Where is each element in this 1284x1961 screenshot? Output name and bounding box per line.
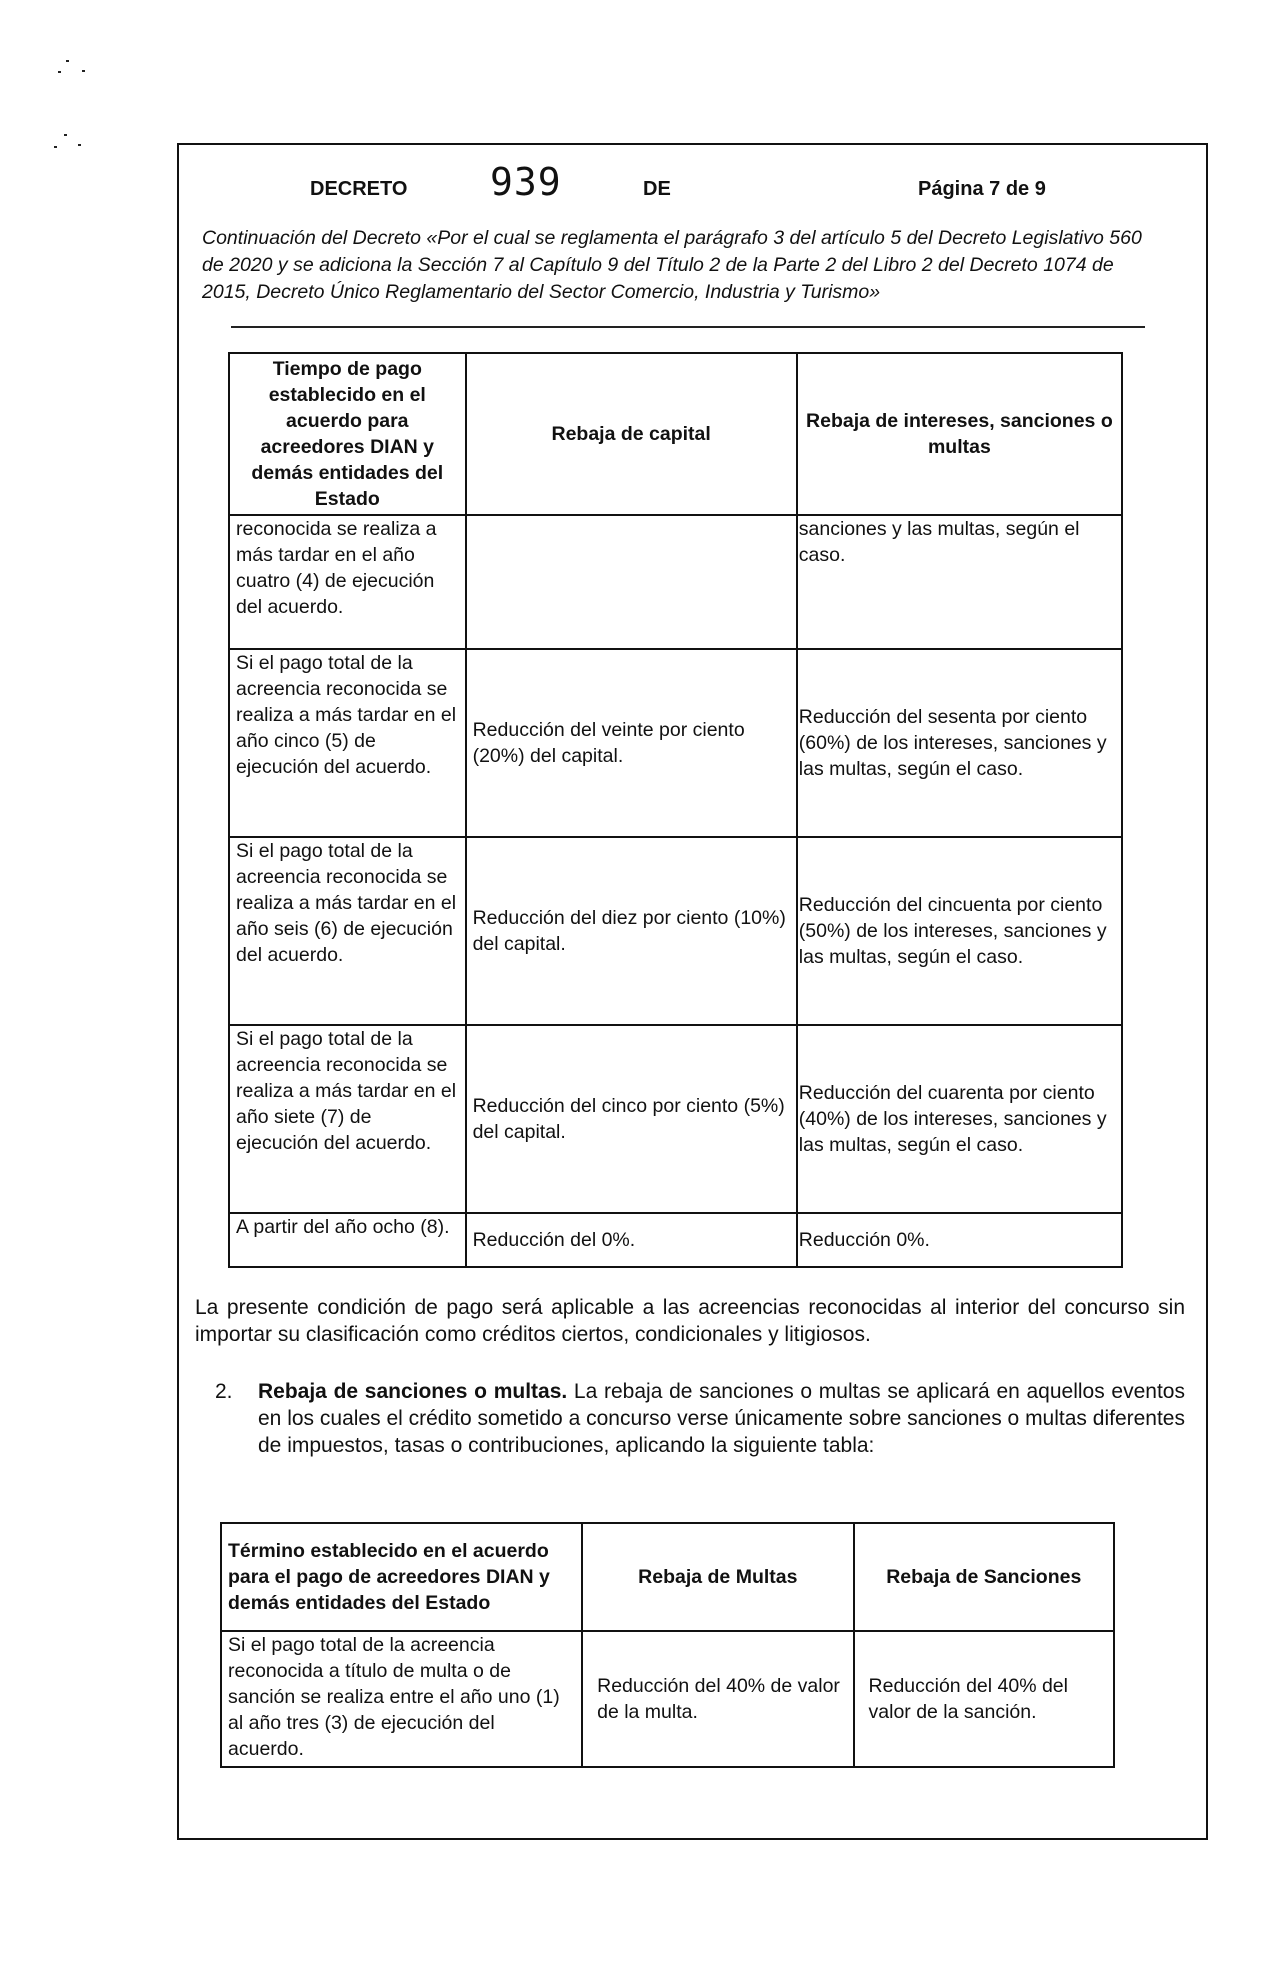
column-header: Rebaja de intereses, sanciones o multas <box>797 353 1122 515</box>
de-label: DE <box>643 178 671 200</box>
capital-reduction-table <box>228 352 1123 1268</box>
table-row <box>229 649 1122 837</box>
column-header: Rebaja de Sanciones <box>854 1523 1114 1631</box>
applicability-paragraph: La presente condición de pago será aplicable a las acreencias reconocidas al interior del concurso sin importar su clasificación como créditos ciertos, condicionales y litigiosos. <box>195 1296 1185 1346</box>
column-header: Tiempo de pago establecido en el acuerdo para acreedores DIAN y demás entidades del Estado <box>229 353 466 515</box>
table-cell: reconocida se realiza a más tardar en el año cuatro (4) de ejecución del acuerdo. <box>229 515 466 649</box>
table-header-row <box>229 353 1122 515</box>
table-cell: Reducción del 40% de valor de la multa. <box>582 1631 853 1767</box>
table-row <box>229 1025 1122 1213</box>
column-header: Rebaja de capital <box>466 353 797 515</box>
page-number: Página 7 de 9 <box>918 178 1046 200</box>
decreto-label: DECRETO <box>310 178 408 200</box>
scan-speck <box>78 144 81 146</box>
column-header: Rebaja de Multas <box>582 1523 853 1631</box>
decreto-number: 939 <box>490 160 562 204</box>
table-cell: Reducción del sesenta por ciento (60%) de los intereses, sanciones y las multas, según el caso. <box>797 649 1122 837</box>
table-cell: sanciones y las multas, según el caso. <box>797 515 1122 649</box>
list-item-number: 2. <box>215 1380 233 1403</box>
scan-speck <box>58 71 61 73</box>
table-cell: Si el pago total de la acreencia reconocida se realiza a más tardar en el año siete (7) de ejecución del acuerdo. <box>229 1025 466 1213</box>
table-cell: Reducción del diez por ciento (10%) del capital. <box>466 837 797 1025</box>
table-cell: Reducción del cuarenta por ciento (40%) de los intereses, sanciones y las multas, según el caso. <box>797 1025 1122 1213</box>
fines-sanctions-table <box>220 1522 1115 1768</box>
table-cell: Si el pago total de la acreencia reconocida a título de multa o de sanción se realiza entre el año uno (1) al año tres (3) de ejecución del acuerdo. <box>221 1631 582 1767</box>
table-row <box>229 1213 1122 1267</box>
table-row <box>229 837 1122 1025</box>
column-header: Término establecido en el acuerdo para el pago de acreedores DIAN y demás entidades del Estado <box>221 1523 582 1631</box>
table-cell: Reducción del cinco por ciento (5%) del capital. <box>466 1025 797 1213</box>
table-cell: Reducción del veinte por ciento (20%) del capital. <box>466 649 797 837</box>
table-cell: Reducción 0%. <box>797 1213 1122 1267</box>
header-divider <box>231 326 1145 328</box>
scan-speck <box>54 146 57 148</box>
scan-speck <box>82 70 85 72</box>
decree-subtitle: Continuación del Decreto «Por el cual se reglamenta el parágrafo 3 del artículo 5 del Decreto Legislativo 560 de 2020 y se adiciona la Sección 7 al Capítulo 9 del Título 2 de la Parte 2 del Libro 2 del Decreto 1074 de 2015, Decreto Único Reglamentario del Sector Comercio, Industria y Turismo» <box>202 227 1142 303</box>
table-cell: Reducción del 0%. <box>466 1213 797 1267</box>
table-cell: Si el pago total de la acreencia reconocida se realiza a más tardar en el año cinco (5) de ejecución del acuerdo. <box>229 649 466 837</box>
table-cell: Reducción del 40% del valor de la sanción. <box>854 1631 1114 1767</box>
table-cell: Si el pago total de la acreencia reconocida se realiza a más tardar en el año seis (6) de ejecución del acuerdo. <box>229 837 466 1025</box>
list-item-text: La rebaja de sanciones o multas se aplicará en aquellos eventos en los cuales el crédito sometido a concurso verse únicamente sobre sanciones o multas diferentes de impuestos, tasas o contribuciones, aplicando la siguiente tabla: <box>258 1380 1185 1457</box>
scan-speck <box>64 134 67 136</box>
list-item-2 <box>215 1378 1185 1459</box>
table-header-row <box>221 1523 1114 1631</box>
table-cell: Reducción del cincuenta por ciento (50%) de los intereses, sanciones y las multas, según el caso. <box>797 837 1122 1025</box>
table-row <box>221 1631 1114 1767</box>
table-row <box>229 515 1122 649</box>
scan-speck <box>66 60 69 62</box>
table-cell: A partir del año ocho (8). <box>229 1213 466 1267</box>
table-cell <box>466 515 797 649</box>
list-item-title: Rebaja de sanciones o multas. <box>258 1380 568 1403</box>
